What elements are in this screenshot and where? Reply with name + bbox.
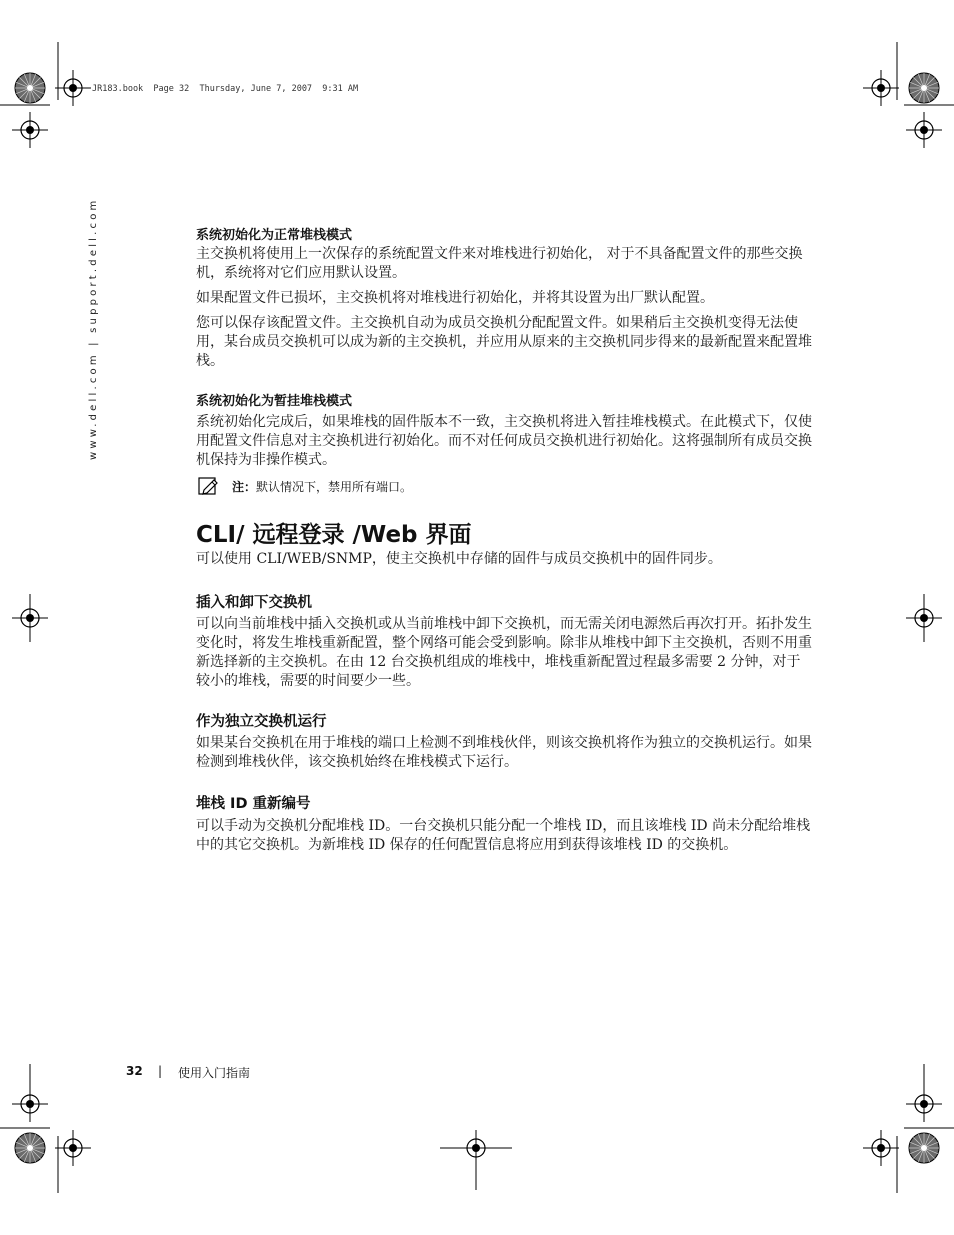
paragraph: 如果配置文件已损坏，主交换机将对堆栈进行初始化，并将其设置为出厂默认配置。 [196, 290, 714, 306]
footer-book-title: 使用入门指南 [178, 1066, 251, 1080]
paragraph: 您可以保存该配置文件。主交换机自动为成员交换机分配配置文件。如果稍后主交换机变得无法使用，某台成员交换机可以成为新的主交换机，并应用从原来的主交换机同步得来的最新配置来配置堆栈。 [196, 315, 812, 369]
star-mark-icon [909, 1133, 939, 1163]
crop-target-icon [863, 70, 899, 106]
crop-target-icon [55, 70, 91, 106]
crop-target-icon [12, 112, 48, 148]
section-heading-cli: CLI/ 远程登录 /Web 界面 [196, 522, 472, 548]
star-mark-icon [909, 73, 939, 103]
crop-target-icon [906, 112, 942, 148]
section-heading-hotplug: 插入和卸下交换机 [196, 595, 312, 611]
paragraph: 系统初始化完成后，如果堆栈的固件版本不一致，主交换机将进入暂挂堆栈模式。在此模式下，仅使用配置文件信息对主交换机进行初始化。而不对任何成员交换机进行初始化。这将强制所有成员交换机保持为非操作模式。 [196, 414, 812, 468]
section-heading-renumber: 堆栈 ID 重新编号 [196, 796, 311, 812]
footer-separator: | [158, 1064, 163, 1078]
note-text [232, 478, 412, 495]
star-mark-icon [15, 73, 45, 103]
paragraph: 如果某台交换机在用于堆栈的端口上检测不到堆栈伙伴，则该交换机将作为独立的交换机运行。如果检测到堆栈伙伴，该交换机始终在堆栈模式下运行。 [196, 735, 812, 770]
page-number: 32 [126, 1064, 143, 1078]
note-body: 默认情况下，禁用所有端口。 [256, 480, 413, 494]
paragraph: 主交换机将使用上一次保存的系统配置文件来对堆栈进行初始化， 对于不具备配置文件的那些交换机，系统将对它们应用默认设置。 [196, 246, 803, 281]
crop-target-icon [863, 1130, 899, 1166]
note-label: 注： [232, 480, 257, 494]
note-pencil-icon [198, 477, 220, 495]
section-heading-standalone: 作为独立交换机运行 [196, 714, 327, 730]
paragraph: 可以使用 CLI/WEB/SNMP，使主交换机中存储的固件与成员交换机中的固件同步。 [196, 551, 722, 567]
star-mark-icon [15, 1133, 45, 1163]
section-heading-suspended-init: 系统初始化为暂挂堆栈模式 [196, 394, 353, 409]
sidebar-url: www.dell.com | support.dell.com [88, 197, 99, 460]
section-heading-normal-init: 系统初始化为正常堆栈模式 [196, 228, 353, 243]
paragraph: 可以手动为交换机分配堆栈 ID。一台交换机只能分配一个堆栈 ID，而且该堆栈 ID 尚未分配给堆栈中的其它交换机。为新堆栈 ID 保存的任何配置信息将应用到获得该堆栈 ID 的交换机。 [196, 818, 811, 853]
crop-target-icon [55, 1130, 91, 1166]
paragraph: 可以向当前堆栈中插入交换机或从当前堆栈中卸下交换机，而无需关闭电源然后再次打开。拓扑发生变化时，将发生堆栈重新配置，整个网络可能会受到影响。除非从堆栈中卸下主交换机，否则不用重新选择新的主交换机。在由 12 台交换机组成的堆栈中，堆栈重新配置过程最多需要 2 分钟，对于较小的堆栈，需要的时间要少一些。 [196, 616, 812, 689]
book-header-line: JR183.book Page 32 Thursday, June 7, 2007 9:31 AM [92, 84, 359, 94]
